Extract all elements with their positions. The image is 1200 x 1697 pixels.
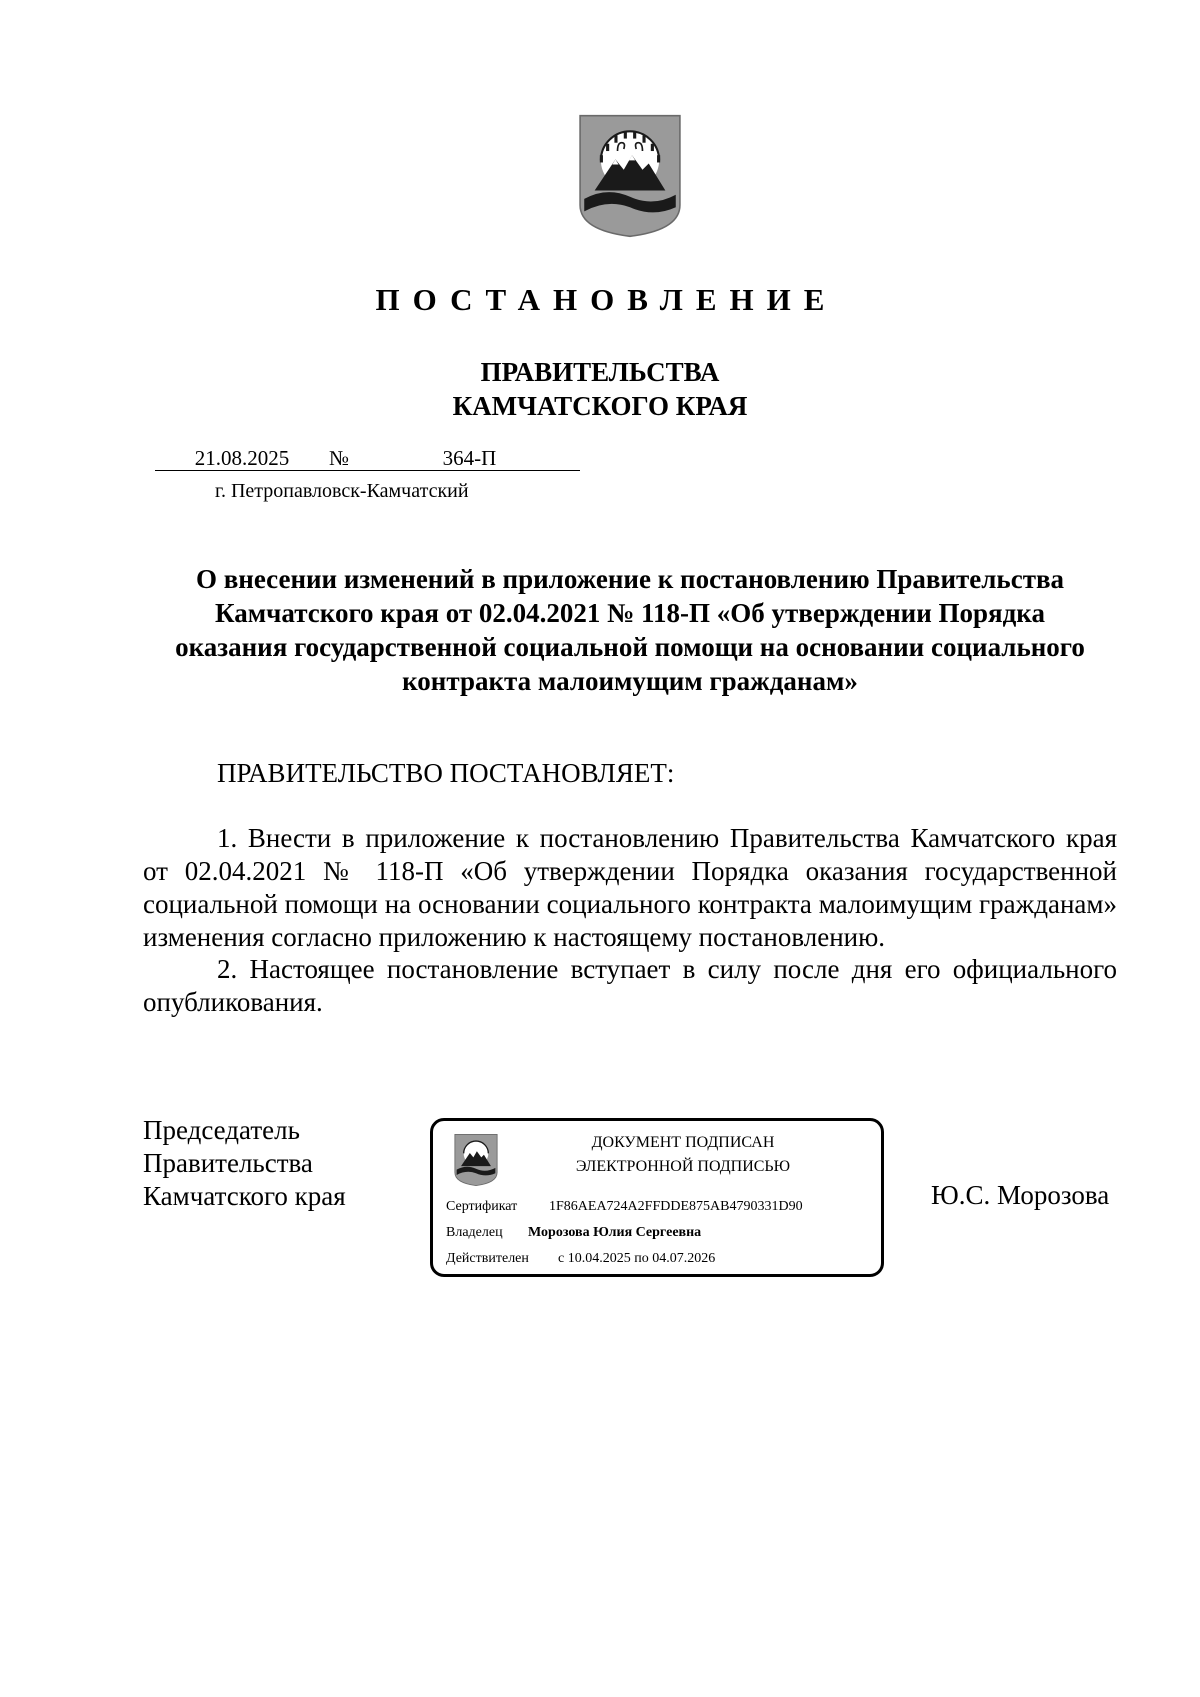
title-line: Камчатского края от 02.04.2021 № 118-П «Об утверждении Порядка: [215, 598, 1045, 628]
coat-of-arms-icon: [578, 113, 682, 239]
document-type: ПОСТАНОВЛЕНИЕ: [375, 282, 838, 317]
registration-line: [155, 446, 580, 472]
resolves-heading: ПРАВИТЕЛЬСТВО ПОСТАНОВЛЯЕТ:: [217, 758, 675, 788]
e-signature-stamp: [430, 1118, 884, 1277]
paragraph-1: 1. Внести в приложение к постановлению Правительства Камчатского края от 02.04.2021 № 118-П «Об утверждении Порядка оказания государственной социальной помощи на основании социального контракта малоимущим гражданам» изменения согласно приложению к настоящему постановлению.: [143, 823, 1117, 952]
city: г. Петропавловск-Камчатский: [215, 480, 469, 502]
owner-label: Владелец: [446, 1225, 503, 1240]
signer-position-line: Председатель: [143, 1115, 300, 1145]
certificate-value: 1F86AEA724A2FFDDE875AB4790331D90: [549, 1199, 803, 1214]
title-line: контракта малоимущим гражданам»: [402, 666, 858, 696]
stamp-heading-line: ДОКУМЕНТ ПОДПИСАН: [591, 1134, 775, 1151]
issuer-line: ПРАВИТЕЛЬСТВА: [480, 357, 720, 387]
number-label: №: [329, 446, 359, 471]
certificate-row: [446, 1199, 803, 1215]
title-line: О внесении изменений в приложение к постановлению Правительства: [195, 564, 1065, 594]
owner-row: [446, 1225, 701, 1241]
validity-row: [446, 1251, 715, 1267]
document-title: [140, 562, 1120, 698]
signer-position-line: Камчатского края: [143, 1181, 346, 1211]
document-date: 21.08.2025: [155, 446, 329, 471]
validity-value: с 10.04.2025 по 04.07.2026: [558, 1251, 716, 1266]
issuer-line: КАМЧАТСКОГО КРАЯ: [452, 391, 748, 421]
owner-value: Морозова Юлия Сергеевна: [528, 1225, 702, 1240]
title-line: оказания государственной социальной помощи на основании социального: [175, 632, 1085, 662]
signer-name: Ю.С. Морозова: [931, 1180, 1110, 1210]
paragraph-2: 2. Настоящее постановление вступает в силу после дня его официального опубликования.: [143, 954, 1117, 1017]
certificate-label: Сертификат: [446, 1199, 518, 1214]
stamp-heading: [533, 1131, 833, 1179]
validity-label: Действителен: [446, 1251, 529, 1266]
signer-position: [143, 1114, 346, 1213]
stamp-heading-line: ЭЛЕКТРОННОЙ ПОДПИСЬЮ: [575, 1158, 791, 1175]
issuer: [0, 355, 1200, 423]
signer-position-line: Правительства: [143, 1148, 313, 1178]
document-number: 364-П: [359, 446, 580, 471]
coat-of-arms-icon: [454, 1133, 498, 1187]
